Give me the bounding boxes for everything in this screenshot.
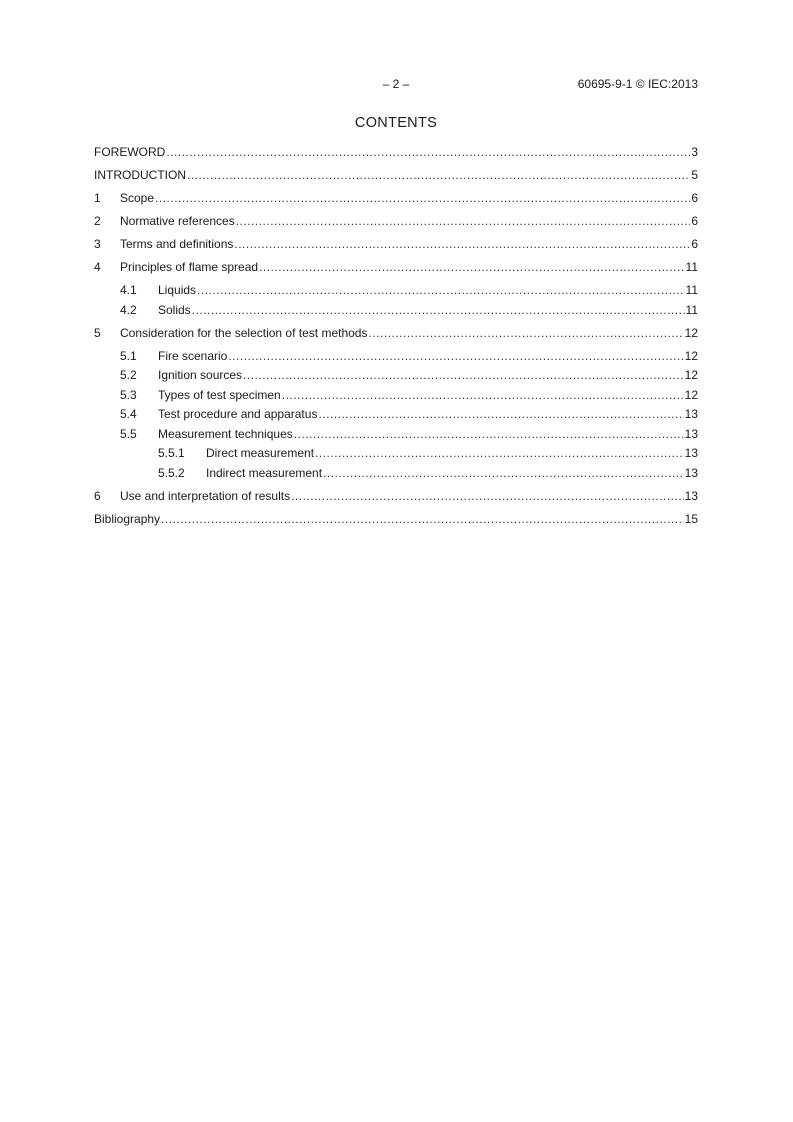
toc-entry[interactable] [94, 427, 698, 442]
dot-leader [228, 349, 683, 364]
toc-entry-page: 13 [684, 488, 698, 503]
toc-entry[interactable] [94, 512, 698, 527]
toc-entry[interactable] [94, 191, 698, 206]
toc-entry[interactable] [94, 326, 698, 341]
toc-entry-number: 2 [94, 214, 101, 228]
toc-entry[interactable] [94, 466, 698, 481]
toc-entry-page: 6 [691, 191, 698, 205]
toc-entry-title: Measurement techniques [158, 426, 293, 441]
toc-entry-title: Direct measurement [206, 446, 315, 460]
toc-entry-number: 5.1 [120, 348, 137, 363]
toc-entry[interactable] [94, 145, 698, 160]
toc-entry[interactable] [94, 237, 698, 252]
toc-entry-number: 5.2 [120, 368, 137, 382]
dot-leader [234, 237, 690, 252]
dot-leader [291, 489, 684, 504]
toc-entry-page: 15 [684, 511, 698, 526]
dot-leader [187, 168, 690, 183]
toc-entry[interactable] [94, 214, 698, 229]
document-reference: 60695-9-1 © IEC:2013 [577, 77, 698, 91]
toc-entry-number: 4.2 [120, 302, 137, 317]
table-of-contents [94, 145, 698, 527]
toc-entry-title: Indirect measurement [206, 465, 323, 480]
toc-entry-page: 11 [685, 260, 698, 274]
toc-entry-title: Consideration for the selection of test methods [120, 325, 368, 340]
toc-entry-page: 6 [691, 237, 698, 251]
toc-entry-page: 6 [691, 214, 698, 228]
toc-entry[interactable] [94, 388, 698, 403]
toc-entry-title: Types of test specimen [158, 387, 281, 402]
toc-entry-number: 1 [94, 191, 101, 205]
toc-entry-title: Scope [120, 191, 155, 205]
toc-entry-title: Terms and definitions [120, 237, 234, 251]
toc-entry-title: Principles of flame spread [120, 260, 259, 274]
toc-entry-page: 12 [684, 325, 698, 340]
toc-entry-page: 12 [684, 387, 698, 402]
toc-entry[interactable] [94, 260, 698, 275]
toc-entry-number: 4 [94, 260, 101, 274]
toc-entry-page: 13 [684, 407, 698, 421]
toc-entry-number: 5.5.1 [158, 446, 185, 460]
toc-entry-page: 11 [685, 283, 698, 297]
toc-entry-page: 13 [684, 426, 698, 441]
toc-entry-number: 5.5 [120, 426, 137, 441]
toc-entry[interactable] [94, 349, 698, 364]
toc-entry-title: Solids [158, 302, 191, 317]
toc-entry-number: 3 [94, 237, 101, 251]
dot-leader [315, 446, 684, 461]
toc-entry-page: 11 [685, 302, 698, 317]
toc-entry-page: 13 [684, 446, 698, 460]
toc-entry-page: 12 [684, 368, 698, 382]
toc-entry-page: 3 [691, 145, 698, 159]
toc-entry-number: 4.1 [120, 283, 137, 297]
dot-leader [318, 407, 683, 422]
toc-entry[interactable] [94, 368, 698, 383]
dot-leader [368, 326, 683, 341]
dot-leader [294, 427, 684, 442]
toc-entry-title: Bibliography [94, 511, 161, 526]
page-header [94, 77, 698, 93]
toc-entry-title: Use and interpretation of results [120, 488, 291, 503]
toc-entry-title: INTRODUCTION [94, 168, 186, 182]
toc-entry-page: 12 [684, 348, 698, 363]
dot-leader [197, 283, 685, 298]
toc-entry[interactable] [94, 303, 698, 318]
page-number: – 2 – [382, 77, 410, 91]
dot-leader [243, 368, 684, 383]
toc-title: CONTENTS [354, 115, 438, 131]
toc-entry[interactable] [94, 283, 698, 298]
dot-leader [161, 512, 684, 527]
toc-entry[interactable] [94, 446, 698, 461]
toc-entry-number: 6 [94, 488, 101, 503]
toc-entry-number: 5.5.2 [158, 465, 185, 480]
toc-entry[interactable] [94, 489, 698, 504]
toc-entry-title: Liquids [158, 283, 197, 297]
dot-leader [192, 303, 685, 318]
dot-leader [166, 145, 690, 160]
toc-entry-number: 5 [94, 325, 101, 340]
toc-entry-title: Test procedure and apparatus [158, 407, 318, 421]
toc-entry-title: Ignition sources [158, 368, 243, 382]
toc-entry-page: 13 [684, 465, 698, 480]
toc-entry-number: 5.4 [120, 407, 137, 421]
toc-entry-page: 5 [691, 168, 698, 182]
toc-entry-title: FOREWORD [94, 145, 166, 159]
dot-leader [259, 260, 684, 275]
toc-entry[interactable] [94, 407, 698, 422]
toc-entry-title: Fire scenario [158, 348, 228, 363]
dot-leader [323, 466, 684, 481]
dot-leader [282, 388, 684, 403]
dot-leader [155, 191, 690, 206]
toc-entry-number: 5.3 [120, 387, 137, 402]
toc-entry[interactable] [94, 168, 698, 183]
toc-entry-title: Normative references [120, 214, 235, 228]
dot-leader [236, 214, 691, 229]
